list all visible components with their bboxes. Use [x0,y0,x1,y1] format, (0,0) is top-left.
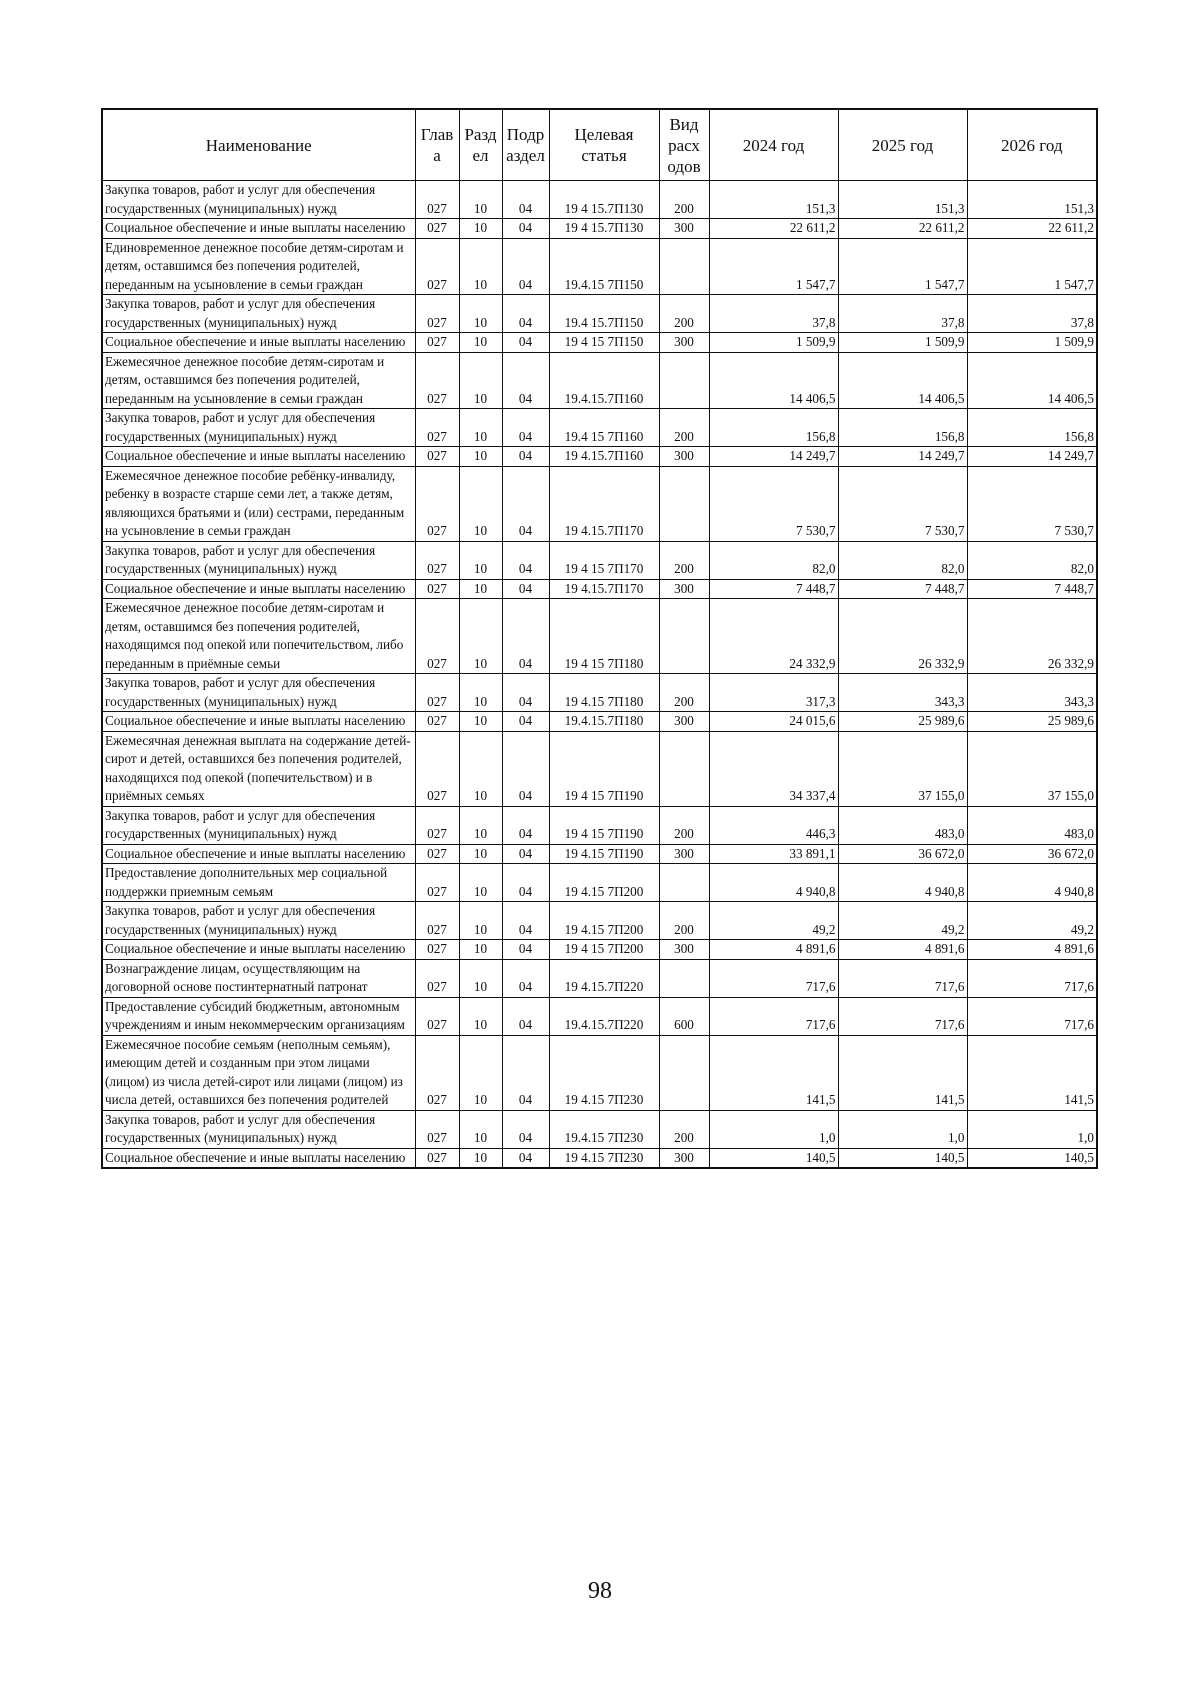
row-section: 10 [459,844,502,864]
row-target-article: 19.4 15.7П150 [549,295,659,333]
row-value-2024: 24 332,9 [709,599,838,674]
row-chapter: 027 [415,352,459,409]
row-subsection: 04 [502,1110,549,1148]
row-value-2024: 37,8 [709,295,838,333]
row-target-article: 19 4.15.7П170 [549,466,659,541]
row-target-article: 19 4.15.7П220 [549,959,659,997]
row-value-2026: 7 530,7 [967,466,1097,541]
row-subsection: 04 [502,864,549,902]
row-subsection: 04 [502,352,549,409]
row-target-article: 19 4 15.7П130 [549,219,659,239]
row-subsection: 04 [502,579,549,599]
row-expense-type: 200 [659,902,709,940]
row-expense-type [659,599,709,674]
row-value-2024: 14 406,5 [709,352,838,409]
row-name: Ежемесячное денежное пособие детям-сиротам и детям, оставшимся без попечения родителей, находящимся под опекой или попечительством, либо переданным в приёмные семьи [102,599,415,674]
row-value-2024: 141,5 [709,1035,838,1110]
row-section: 10 [459,1035,502,1110]
row-target-article: 19.4.15 7П230 [549,1110,659,1148]
row-value-2025: 14 249,7 [838,447,967,467]
row-expense-type [659,1035,709,1110]
row-target-article: 19 4 15 7П180 [549,599,659,674]
row-section: 10 [459,599,502,674]
row-name: Закупка товаров, работ и услуг для обеспечения государственных (муниципальных) нужд [102,1110,415,1148]
row-target-article: 19.4.15.7П180 [549,712,659,732]
row-section: 10 [459,579,502,599]
row-section: 10 [459,447,502,467]
row-name: Ежемесячная денежная выплата на содержание детей-сирот и детей, оставшихся без попечения родителей, находящихся под опекой (попечительством) и в приёмных семьях [102,731,415,806]
row-name: Предоставление дополнительных мер социальной поддержки приемным семьям [102,864,415,902]
row-value-2025: 7 530,7 [838,466,967,541]
table-row [102,864,1097,902]
row-subsection: 04 [502,902,549,940]
row-expense-type: 300 [659,712,709,732]
row-value-2025: 156,8 [838,409,967,447]
row-target-article: 19.4.15.7П160 [549,352,659,409]
row-section: 10 [459,959,502,997]
row-value-2025: 483,0 [838,806,967,844]
row-value-2026: 140,5 [967,1148,1097,1168]
row-section: 10 [459,333,502,353]
row-expense-type: 300 [659,579,709,599]
row-section: 10 [459,352,502,409]
row-chapter: 027 [415,541,459,579]
row-target-article: 19 4.15 7П230 [549,1148,659,1168]
header-target-article: Целевая статья [549,109,659,181]
row-value-2024: 156,8 [709,409,838,447]
row-value-2026: 22 611,2 [967,219,1097,239]
header-year-2025: 2025 год [838,109,967,181]
row-value-2024: 7 448,7 [709,579,838,599]
row-value-2024: 1 509,9 [709,333,838,353]
row-value-2025: 22 611,2 [838,219,967,239]
row-chapter: 027 [415,997,459,1035]
row-subsection: 04 [502,959,549,997]
row-chapter: 027 [415,579,459,599]
header-subsection: Подр аздел [502,109,549,181]
row-section: 10 [459,997,502,1035]
row-chapter: 027 [415,409,459,447]
row-name: Закупка товаров, работ и услуг для обеспечения государственных (муниципальных) нужд [102,541,415,579]
row-expense-type: 600 [659,997,709,1035]
row-section: 10 [459,541,502,579]
row-value-2024: 446,3 [709,806,838,844]
row-chapter: 027 [415,1035,459,1110]
row-value-2025: 14 406,5 [838,352,967,409]
row-value-2026: 151,3 [967,181,1097,219]
row-expense-type [659,731,709,806]
row-value-2024: 34 337,4 [709,731,838,806]
row-chapter: 027 [415,959,459,997]
row-value-2026: 343,3 [967,674,1097,712]
row-subsection: 04 [502,238,549,295]
row-section: 10 [459,219,502,239]
row-subsection: 04 [502,409,549,447]
row-value-2026: 25 989,6 [967,712,1097,732]
page-number: 98 [588,1578,612,1604]
row-value-2025: 49,2 [838,902,967,940]
row-value-2025: 1 547,7 [838,238,967,295]
row-value-2026: 82,0 [967,541,1097,579]
row-value-2024: 1 547,7 [709,238,838,295]
table-row [102,940,1097,960]
row-chapter: 027 [415,333,459,353]
row-target-article: 19 4 15 7П190 [549,731,659,806]
table-row [102,447,1097,467]
table-row [102,997,1097,1035]
row-value-2026: 717,6 [967,997,1097,1035]
row-section: 10 [459,902,502,940]
row-name: Закупка товаров, работ и услуг для обеспечения государственных (муниципальных) нужд [102,674,415,712]
row-subsection: 04 [502,541,549,579]
row-value-2024: 4 891,6 [709,940,838,960]
row-subsection: 04 [502,940,549,960]
table-row [102,238,1097,295]
row-section: 10 [459,864,502,902]
row-subsection: 04 [502,731,549,806]
row-value-2024: 4 940,8 [709,864,838,902]
table-body [102,181,1097,1169]
row-subsection: 04 [502,806,549,844]
row-expense-type [659,466,709,541]
row-target-article: 19.4.15.7П220 [549,997,659,1035]
table-row [102,1148,1097,1168]
row-value-2025: 1 509,9 [838,333,967,353]
header-chapter: Глав а [415,109,459,181]
row-name: Единовременное денежное пособие детям-сиротам и детям, оставшимся без попечения родителей, переданным на усыновление в семьи граждан [102,238,415,295]
row-subsection: 04 [502,599,549,674]
table-row [102,409,1097,447]
header-name: Наименование [102,109,415,181]
table-row [102,806,1097,844]
row-subsection: 04 [502,1035,549,1110]
row-chapter: 027 [415,181,459,219]
row-value-2024: 49,2 [709,902,838,940]
row-value-2026: 7 448,7 [967,579,1097,599]
row-section: 10 [459,1110,502,1148]
header-section: Разд ел [459,109,502,181]
row-target-article: 19.4 15 7П160 [549,409,659,447]
row-expense-type: 300 [659,333,709,353]
row-section: 10 [459,295,502,333]
row-name: Закупка товаров, работ и услуг для обеспечения государственных (муниципальных) нужд [102,295,415,333]
row-section: 10 [459,1148,502,1168]
row-expense-type: 300 [659,940,709,960]
row-chapter: 027 [415,1148,459,1168]
row-chapter: 027 [415,940,459,960]
row-value-2024: 717,6 [709,997,838,1035]
budget-table [101,108,1098,1169]
row-subsection: 04 [502,181,549,219]
row-subsection: 04 [502,295,549,333]
row-name: Ежемесячное денежное пособие ребёнку-инвалиду, ребенку в возрасте старше семи лет, а также детям, являющихся братьями и (или) сестрами, переданным на усыновление в семьи граждан [102,466,415,541]
row-target-article: 19 4 15 7П150 [549,333,659,353]
row-value-2025: 25 989,6 [838,712,967,732]
row-chapter: 027 [415,219,459,239]
row-value-2025: 37 155,0 [838,731,967,806]
row-chapter: 027 [415,806,459,844]
row-section: 10 [459,674,502,712]
row-chapter: 027 [415,674,459,712]
row-value-2026: 49,2 [967,902,1097,940]
row-expense-type: 200 [659,806,709,844]
row-section: 10 [459,940,502,960]
row-target-article: 19 4.15 7П200 [549,902,659,940]
row-target-article: 19 4.15 7П190 [549,844,659,864]
row-value-2025: 343,3 [838,674,967,712]
row-value-2024: 82,0 [709,541,838,579]
row-value-2026: 37 155,0 [967,731,1097,806]
row-chapter: 027 [415,864,459,902]
row-expense-type: 200 [659,181,709,219]
row-target-article: 19 4.15.7П160 [549,447,659,467]
row-section: 10 [459,712,502,732]
table-row [102,902,1097,940]
table-row [102,219,1097,239]
row-section: 10 [459,806,502,844]
row-value-2026: 156,8 [967,409,1097,447]
row-name: Закупка товаров, работ и услуг для обеспечения государственных (муниципальных) нужд [102,902,415,940]
row-chapter: 027 [415,731,459,806]
row-section: 10 [459,409,502,447]
row-section: 10 [459,731,502,806]
row-name: Закупка товаров, работ и услуг для обеспечения государственных (муниципальных) нужд [102,181,415,219]
row-value-2025: 37,8 [838,295,967,333]
row-expense-type: 300 [659,844,709,864]
row-subsection: 04 [502,333,549,353]
row-expense-type: 200 [659,409,709,447]
row-value-2024: 1,0 [709,1110,838,1148]
row-chapter: 027 [415,902,459,940]
row-name: Закупка товаров, работ и услуг для обеспечения государственных (муниципальных) нужд [102,806,415,844]
row-name: Социальное обеспечение и иные выплаты населению [102,333,415,353]
row-value-2025: 26 332,9 [838,599,967,674]
row-chapter: 027 [415,1110,459,1148]
row-value-2025: 141,5 [838,1035,967,1110]
row-value-2026: 37,8 [967,295,1097,333]
row-chapter: 027 [415,844,459,864]
row-target-article: 19 4.15 7П230 [549,1035,659,1110]
table-row [102,541,1097,579]
row-value-2026: 36 672,0 [967,844,1097,864]
row-value-2026: 14 406,5 [967,352,1097,409]
row-name: Закупка товаров, работ и услуг для обеспечения государственных (муниципальных) нужд [102,409,415,447]
row-expense-type [659,238,709,295]
row-name: Социальное обеспечение и иные выплаты населению [102,447,415,467]
table-row [102,599,1097,674]
row-expense-type [659,352,709,409]
row-target-article: 19 4 15.7П130 [549,181,659,219]
row-value-2026: 4 940,8 [967,864,1097,902]
row-value-2024: 33 891,1 [709,844,838,864]
row-value-2026: 14 249,7 [967,447,1097,467]
row-name: Социальное обеспечение и иные выплаты населению [102,844,415,864]
table-row [102,959,1097,997]
row-value-2026: 4 891,6 [967,940,1097,960]
row-target-article: 19 4 15 7П190 [549,806,659,844]
row-chapter: 027 [415,295,459,333]
row-name: Социальное обеспечение и иные выплаты населению [102,940,415,960]
row-name: Социальное обеспечение и иные выплаты населению [102,1148,415,1168]
row-value-2025: 82,0 [838,541,967,579]
row-expense-type: 200 [659,541,709,579]
row-value-2025: 4 940,8 [838,864,967,902]
row-target-article: 19 4 15 7П170 [549,541,659,579]
row-subsection: 04 [502,447,549,467]
row-value-2024: 717,6 [709,959,838,997]
row-value-2026: 1 547,7 [967,238,1097,295]
row-name: Ежемесячное пособие семьям (неполным семьям), имеющим детей и созданным при этом лицами (лицом) из числа детей-сирот или лицами (лицом) из числа детей, оставшихся без попечения родителей [102,1035,415,1110]
row-value-2025: 4 891,6 [838,940,967,960]
row-value-2026: 1 509,9 [967,333,1097,353]
row-subsection: 04 [502,219,549,239]
row-value-2025: 717,6 [838,997,967,1035]
row-subsection: 04 [502,674,549,712]
row-chapter: 027 [415,447,459,467]
row-value-2026: 717,6 [967,959,1097,997]
row-subsection: 04 [502,712,549,732]
table-row [102,579,1097,599]
row-section: 10 [459,466,502,541]
row-value-2024: 317,3 [709,674,838,712]
row-value-2026: 483,0 [967,806,1097,844]
table-row [102,352,1097,409]
table-row [102,1110,1097,1148]
row-target-article: 19 4.15 7П200 [549,864,659,902]
row-target-article: 19 4.15.7П170 [549,579,659,599]
row-section: 10 [459,181,502,219]
row-expense-type: 200 [659,1110,709,1148]
table-row [102,181,1097,219]
row-value-2025: 717,6 [838,959,967,997]
row-subsection: 04 [502,844,549,864]
row-target-article: 19.4.15 7П150 [549,238,659,295]
row-value-2024: 14 249,7 [709,447,838,467]
row-chapter: 027 [415,466,459,541]
row-name: Предоставление субсидий бюджетным, автономным учреждениям и иным некоммерческим организациям [102,997,415,1035]
row-value-2025: 151,3 [838,181,967,219]
row-value-2024: 140,5 [709,1148,838,1168]
header-row [102,109,1097,181]
row-subsection: 04 [502,466,549,541]
row-name: Социальное обеспечение и иные выплаты населению [102,712,415,732]
row-expense-type: 200 [659,295,709,333]
row-value-2024: 24 015,6 [709,712,838,732]
table-row [102,731,1097,806]
row-value-2026: 141,5 [967,1035,1097,1110]
row-expense-type [659,959,709,997]
row-value-2024: 7 530,7 [709,466,838,541]
row-expense-type: 300 [659,219,709,239]
row-value-2025: 36 672,0 [838,844,967,864]
header-expense-type: Вид расх одов [659,109,709,181]
row-expense-type: 200 [659,674,709,712]
row-value-2024: 151,3 [709,181,838,219]
row-value-2025: 140,5 [838,1148,967,1168]
table-row [102,712,1097,732]
row-name: Вознаграждение лицам, осуществляющим на договорной основе постинтернатный патронат [102,959,415,997]
table-row [102,844,1097,864]
row-expense-type: 300 [659,447,709,467]
row-value-2025: 7 448,7 [838,579,967,599]
row-target-article: 19 4 15 7П200 [549,940,659,960]
row-value-2026: 26 332,9 [967,599,1097,674]
table-row [102,333,1097,353]
row-value-2026: 1,0 [967,1110,1097,1148]
header-year-2026: 2026 год [967,109,1097,181]
table-row [102,1035,1097,1110]
row-subsection: 04 [502,997,549,1035]
row-value-2024: 22 611,2 [709,219,838,239]
row-expense-type: 300 [659,1148,709,1168]
row-name: Социальное обеспечение и иные выплаты населению [102,579,415,599]
row-section: 10 [459,238,502,295]
row-subsection: 04 [502,1148,549,1168]
table-row [102,674,1097,712]
row-target-article: 19 4.15 7П180 [549,674,659,712]
row-expense-type [659,864,709,902]
row-chapter: 027 [415,712,459,732]
table-row [102,466,1097,541]
row-name: Ежемесячное денежное пособие детям-сиротам и детям, оставшимся без попечения родителей, переданным на усыновление в семьи граждан [102,352,415,409]
row-chapter: 027 [415,599,459,674]
row-value-2025: 1,0 [838,1110,967,1148]
row-name: Социальное обеспечение и иные выплаты населению [102,219,415,239]
table-row [102,295,1097,333]
header-year-2024: 2024 год [709,109,838,181]
row-chapter: 027 [415,238,459,295]
